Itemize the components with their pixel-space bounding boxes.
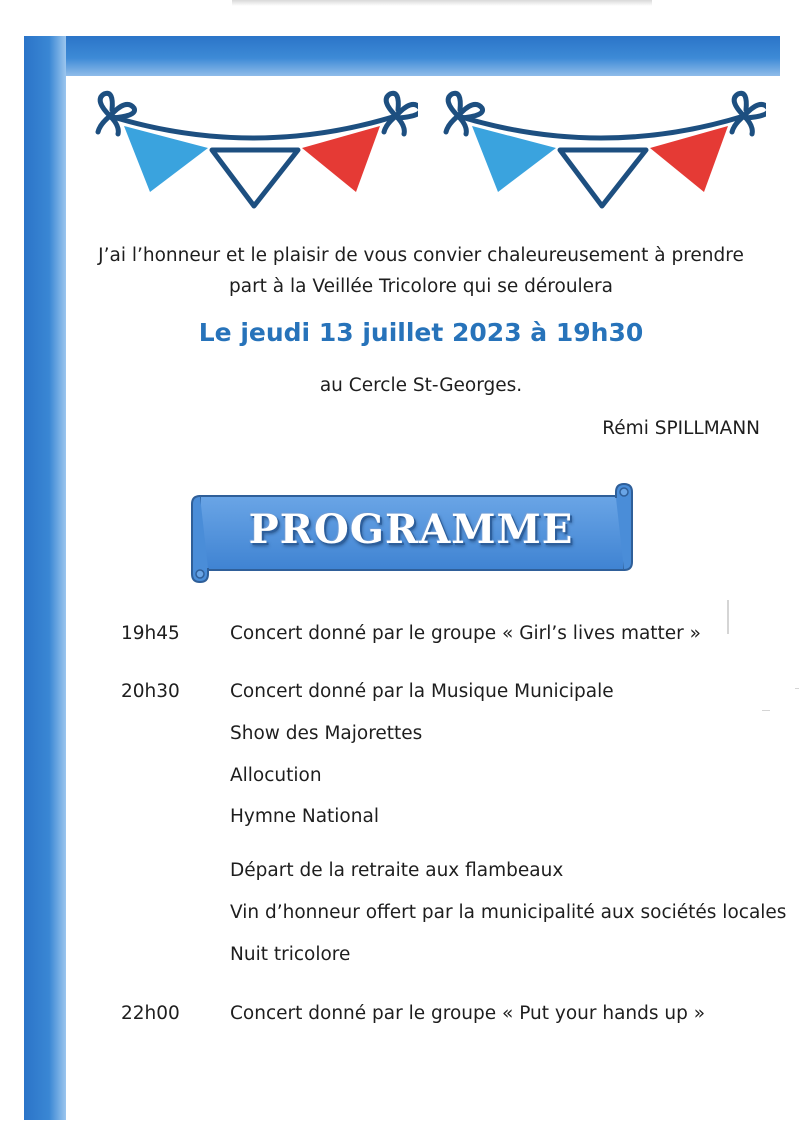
frame-left-border	[24, 36, 66, 1120]
invitation-text	[66, 240, 776, 302]
program-item: Départ de la retraite aux flambeaux	[230, 860, 564, 881]
bunting-right-icon	[436, 86, 766, 216]
signature: Rémi SPILLMANN	[602, 418, 760, 439]
program-item: Hymne National	[230, 806, 379, 827]
time-slot: 19h45	[121, 623, 180, 644]
scan-mark	[727, 600, 729, 634]
event-venue: au Cercle St-Georges.	[319, 375, 523, 396]
time-slot: 22h00	[121, 1003, 180, 1024]
time-slot: 20h30	[121, 681, 180, 702]
programme-title: PROGRAMME	[248, 506, 574, 553]
invitation-line-2: part à la Veillée Tricolore qui se déroulera	[228, 276, 614, 297]
program-item: Show des Majorettes	[230, 723, 423, 744]
event-date: Le jeudi 13 juillet 2023 à 19h30	[198, 318, 644, 347]
scan-mark	[795, 688, 799, 689]
scan-mark	[762, 710, 770, 711]
program-item: Concert donné par le groupe « Girl’s lives matter »	[230, 623, 701, 644]
program-item: Nuit tricolore	[230, 944, 351, 965]
program-item: Concert donné par la Musique Municipale	[230, 681, 614, 702]
invitation-line-1: J’ai l’honneur et le plaisir de vous convier chaleureusement à prendre	[98, 245, 744, 266]
program-item: Allocution	[230, 765, 322, 786]
program-item: Vin d’honneur offert par la municipalité aux sociétés locales	[230, 902, 787, 923]
scan-edge	[232, 0, 652, 6]
programme-banner	[188, 480, 634, 584]
program-item: Concert donné par le groupe « Put your hands up »	[230, 1003, 706, 1024]
bunting-left-icon	[88, 86, 418, 216]
frame-top-border	[24, 36, 780, 76]
